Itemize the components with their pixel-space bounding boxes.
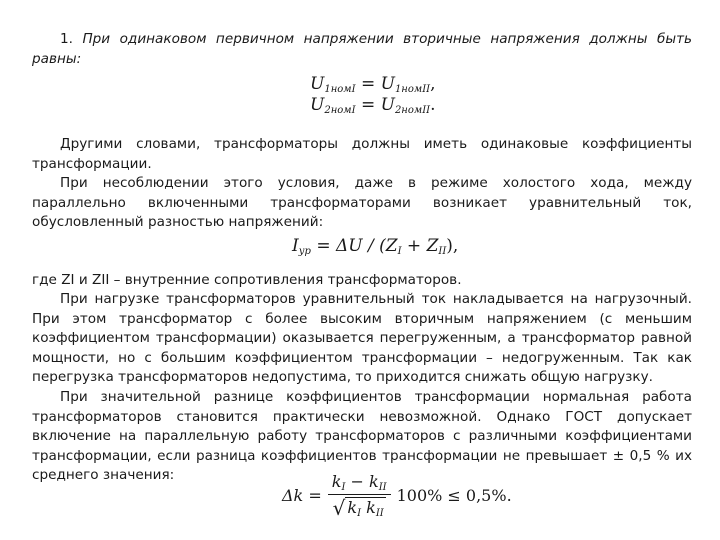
sqrt-icon: √ — [332, 496, 346, 520]
formula-fraction — [328, 472, 391, 519]
formula-primary-voltage: $U_{1номI} = U_{1номII}$, — [310, 74, 436, 95]
section-heading — [32, 30, 692, 69]
paragraph-gost: При значительной разнице коэффициентов трансформации нормальная работа трансформаторов становится практически невозможной. Однако ГОСТ допускает включение на параллельную работу трансформаторов с различными коэффициентами трансформации, если разница коэффициентов трансформации не превышает ± 0,5 % их среднего значения: — [32, 389, 692, 483]
formula-equalizing-current: $I_{ур} = \Delta U / (Z_I + Z_{II})$, — [292, 236, 459, 257]
paragraph-ratios: Другими словами, трансформаторы должны иметь одинаковые коэффициенты трансформации. — [32, 136, 692, 172]
paragraph-impedances: где ZI и ZII – внутренние сопротивления трансформаторов. — [32, 272, 462, 288]
paragraph-equalizing-current: При несоблюдении этого условия, даже в режиме холостого хода, между параллельно включенными трансформаторами возникает уравнительный ток, обусловленный разностью напряжений: — [32, 175, 692, 230]
formula-numerator: $k_I - k_{II}$ — [328, 472, 391, 495]
section-number: 1. — [60, 31, 73, 47]
formula-denominator: √ $k_I$ $k_{II}$ — [332, 496, 384, 520]
section-heading-text: При одинаковом первичном напряжении вторичные напряжения должны быть равны: — [32, 31, 692, 67]
formula-rhs: 100% ≤ 0,5%. — [396, 486, 512, 505]
formula-lhs: Δk = — [282, 486, 322, 505]
formula-ratio-difference — [282, 472, 512, 519]
paragraph-load: При нагрузке трансформаторов уравнительный ток накладывается на нагрузочный. При этом трансформатор с более высоким вторичным напряжением (с меньшим коэффициентом трансформации) оказывается перегруженным, а трансформатор равной мощности, но с большим коэффициентом трансформации – недогруженным. Так как перегрузка трансформаторов недопустима, то приходится снижать общую нагрузку. — [32, 291, 692, 385]
formula-secondary-voltage: $U_{2номI} = U_{2номII}$. — [310, 95, 436, 116]
